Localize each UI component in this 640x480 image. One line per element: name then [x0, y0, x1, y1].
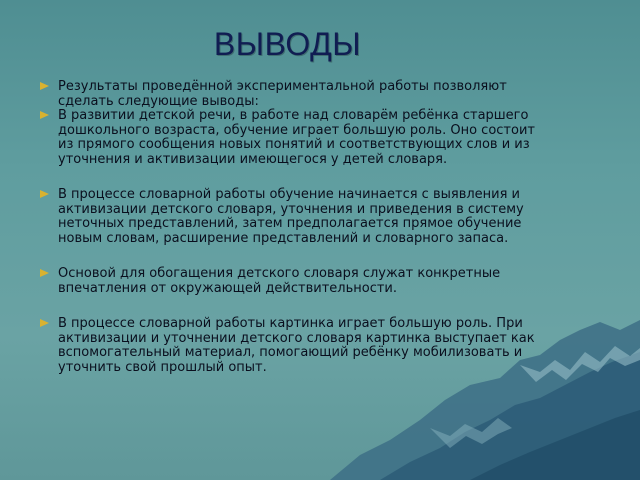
- bullet-text: Основой для обогащения детского словаря служат конкретные впечатления от окружающей действительности.: [58, 266, 501, 296]
- bullet-text: В развитии детской речи, в работе над словарём ребёнка старшего дошкольного возраста, обучение играет большую роль. Оно состоит из прямого сообщения новых понятий и соответствующих слов и из уточнения и активизации имеющегося у детей словаря.: [58, 108, 535, 167]
- slide-title: ВЫВОДЫ: [213, 26, 362, 62]
- bullet-marker-icon: [40, 82, 49, 90]
- bullet-text: Результаты проведённой экспериментальной работы позволяют сделать следующие выводы:: [58, 79, 507, 109]
- list-item: [40, 188, 540, 246]
- bullet-marker-icon: [40, 319, 49, 327]
- list-item: [40, 267, 540, 296]
- spacer: [40, 296, 540, 317]
- bullet-marker-icon: [40, 111, 49, 119]
- conclusions-list: [40, 80, 540, 375]
- list-item: [40, 80, 540, 109]
- list-item: [40, 317, 540, 375]
- list-item: [40, 109, 540, 167]
- bullet-marker-icon: [40, 190, 49, 198]
- bullet-text: В процессе словарной работы обучение начинается с выявления и активизации детского словаря, уточнения и приведения в систему неточных представлений, затем предполагается прямое обучение новым словам, расширение представлений и словарного запаса.: [58, 187, 524, 246]
- spacer: [40, 167, 540, 188]
- bullet-text: В процессе словарной работы картинка играет большую роль. При активизации и уточнении детского словаря картинка выступает как вспомогательный материал, помогающий ребёнку мобилизовать и уточнить свой прошлый опыт.: [58, 316, 535, 375]
- spacer: [40, 246, 540, 267]
- bullet-marker-icon: [40, 269, 49, 277]
